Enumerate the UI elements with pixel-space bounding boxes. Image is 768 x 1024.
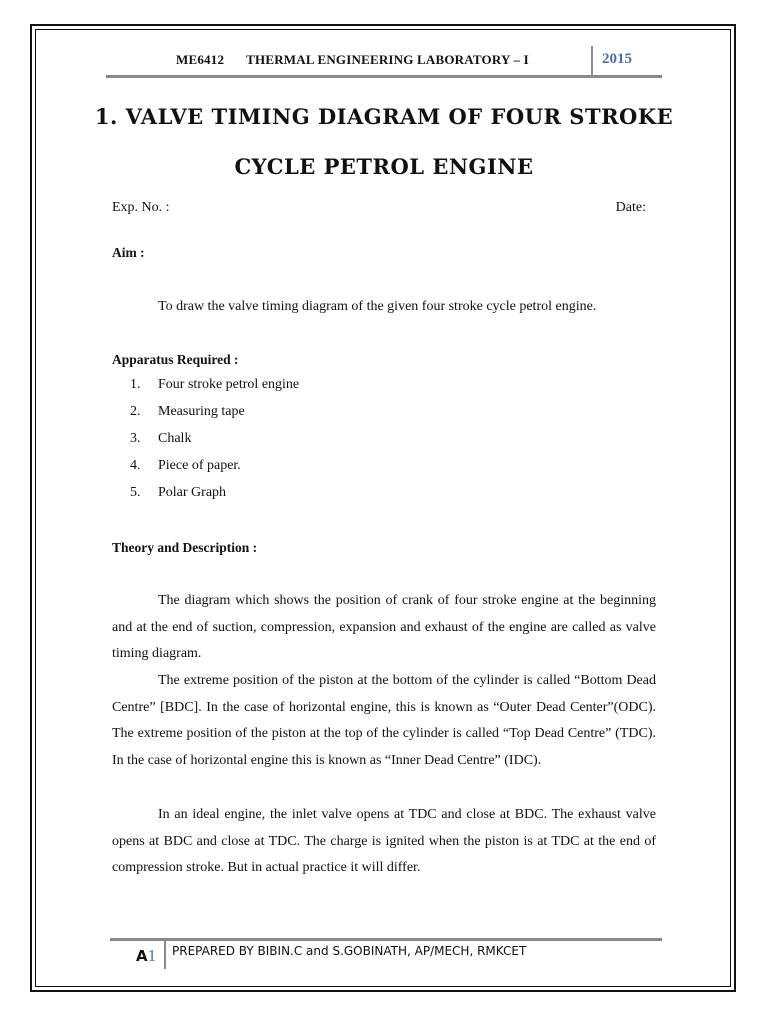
list-item: 3. Chalk [130,431,192,446]
list-item: 5. Polar Graph [130,485,227,500]
header-year: 2015 [602,51,632,67]
apparatus-heading: Apparatus Required : [112,352,239,367]
apparatus-list [130,377,299,512]
document-title-line2: CYCLE PETROL ENGINE [234,154,534,179]
aim-text: To draw the valve timing diagram of the given four stroke cycle petrol engine. [158,299,597,314]
header-separator [591,46,593,76]
footer-rule [110,938,662,941]
theory-heading: Theory and Description : [112,540,258,555]
exp-no-label: Exp. No. : [112,200,170,215]
page-header [106,46,662,78]
footer-credit: PREPARED BY BIBIN.C and S.GOBINATH, AP/MECH, RMKCET [172,944,527,958]
list-item: 1. Four stroke petrol engine [130,377,300,392]
course-title: THERMAL ENGINEERING LABORATORY – I [246,52,529,67]
document-title-line1: 1. VALVE TIMING DIAGRAM OF FOUR STROKE [94,104,674,129]
list-item: 4. Piece of paper. [130,458,241,473]
aim-heading: Aim : [112,245,145,260]
footer-page-number: A1 [136,946,157,965]
date-label: Date: [615,200,646,215]
list-item: 2. Measuring tape [130,404,245,419]
theory-paragraph-2: The extreme position of the piston at the bottom of the cylinder is called “Bottom Dead Centre” [BDC]. In the case of horizontal engine, this is known as “Outer Dead Center”(ODC). The extreme position of the piston at the top of the cylinder is called “Top Dead Centre” (TDC). In the case of horizontal engine this is known as “Inner Dead Centre” (IDC). [112,673,656,768]
footer-separator [164,941,166,969]
header-rule [106,75,662,78]
theory-paragraph-1: The diagram which shows the position of crank of four stroke engine at the beginning and at the end of suction, compression, expansion and exhaust of the engine are called as valve timing diagram. [112,593,656,662]
exp-date-row [112,200,646,216]
course-code: ME6412 [176,52,225,67]
header-course [176,52,529,68]
theory-paragraph-3: In an ideal engine, the inlet valve opens at TDC and close at BDC. The exhaust valve opens at BDC and close at TDC. The charge is ignited when the piston is at TDC at the end of compression stroke. But in actual practice it will differ. [112,807,656,876]
